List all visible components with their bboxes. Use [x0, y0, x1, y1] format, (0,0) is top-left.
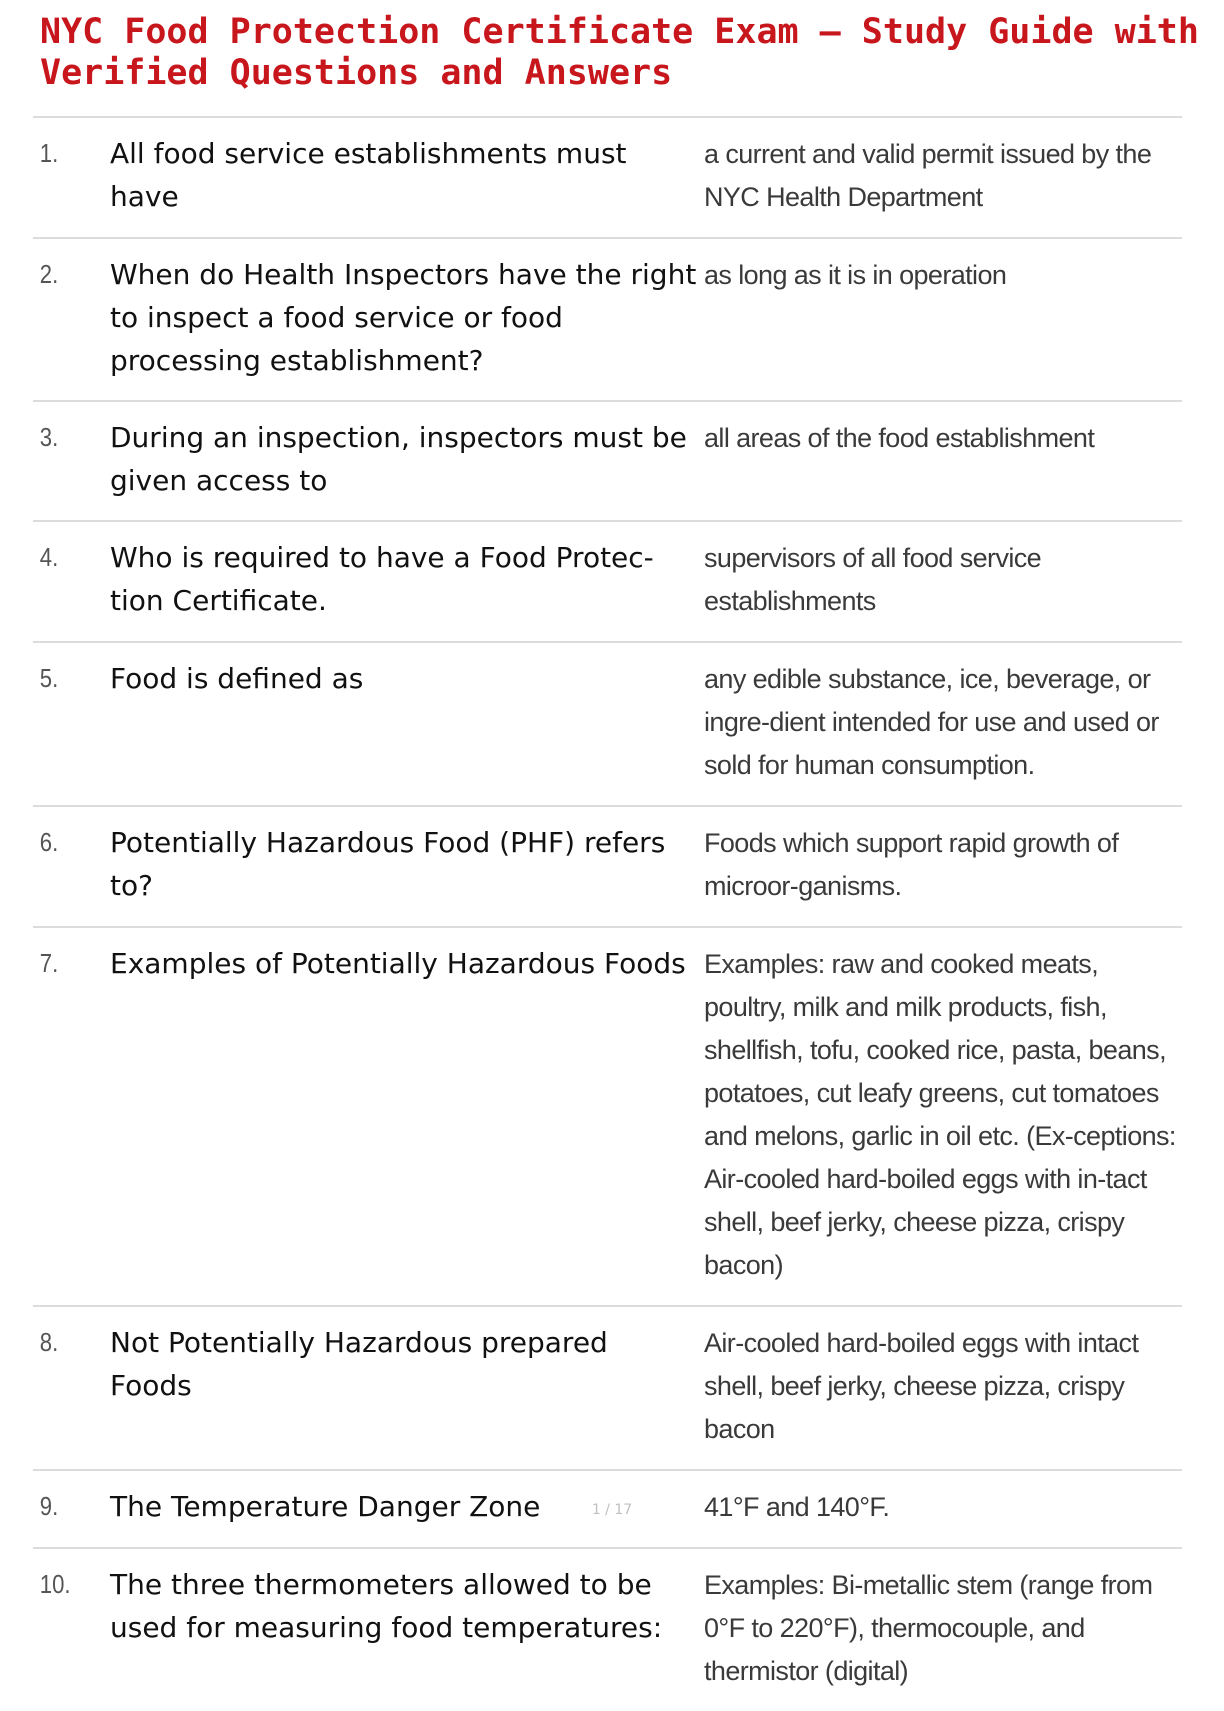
answer-text: supervisors of all food service establishments — [704, 543, 1042, 616]
question-text: The three thermometers allowed to be used for measuring food temperatures: — [110, 1568, 663, 1644]
answer-text: any edible substance, ice, beverage, or ingre-dient intended for use and used or sold for human consumption. — [704, 664, 1159, 780]
qa-row — [33, 118, 1182, 239]
question-number: 2. — [39, 259, 59, 289]
qa-row — [33, 928, 1182, 1307]
question-text: Examples of Potentially Hazardous Foods — [110, 947, 686, 980]
question-text: All food service establishments must have — [110, 137, 627, 213]
question-text: Who is required to have a Food Protec-tion Certificate. — [110, 541, 654, 617]
question-text: Food is defined as — [110, 662, 364, 695]
question-text: The Temperature Danger Zone — [110, 1490, 541, 1523]
question-number: 6. — [39, 827, 59, 857]
qa-row — [33, 643, 1182, 807]
question-text: During an inspection, inspectors must be given access to — [110, 421, 687, 497]
question-number: 3. — [39, 422, 59, 452]
question-text: Not Potentially Hazardous prepared Foods — [110, 1326, 608, 1402]
answer-text: a current and valid permit issued by the NYC Health Department — [704, 139, 1152, 212]
answer-text: as long as it is in operation — [704, 260, 1007, 290]
qa-row — [33, 1549, 1182, 1711]
question-number: 8. — [39, 1327, 59, 1357]
question-number: 1. — [39, 138, 59, 168]
question-text: Potentially Hazardous Food (PHF) refers to? — [110, 826, 666, 902]
question-number: 5. — [39, 663, 59, 693]
qa-row — [33, 522, 1182, 643]
page-indicator: 1 / 17 — [591, 1502, 633, 1518]
question-number: 4. — [39, 542, 59, 572]
answer-text: Examples: raw and cooked meats, poultry, milk and milk products, fish, shellfish, tofu, cooked rice, pasta, beans, potatoes, cut leafy greens, cut tomatoes and melons, garlic in oil etc. (Ex-ceptions: Air-cooled hard-boiled eggs with in-tact shell, beef jerky, cheese pizza, crispy bacon) — [704, 949, 1176, 1280]
question-number: 7. — [39, 948, 59, 978]
answer-text: 41°F and 140°F. — [704, 1492, 890, 1522]
answer-text: Air-cooled hard-boiled eggs with intact shell, beef jerky, cheese pizza, crispy bacon — [704, 1328, 1139, 1444]
question-text: When do Health Inspectors have the right to inspect a food service or food processing establishment? — [110, 258, 697, 377]
answer-text: all areas of the food establishment — [704, 423, 1095, 453]
qa-row — [33, 402, 1182, 522]
question-number: 10. — [39, 1569, 71, 1599]
qa-row — [33, 239, 1182, 402]
document-title: NYC Food Protection Certificate Exam – Study Guide with Verified Questions and Answers — [40, 12, 1199, 93]
qa-row — [33, 807, 1182, 928]
answer-text: Foods which support rapid growth of microor-ganisms. — [704, 828, 1119, 901]
question-number: 9. — [39, 1491, 59, 1521]
answer-text: Examples: Bi-metallic stem (range from 0°F to 220°F), thermocouple, and thermistor (digital) — [704, 1570, 1153, 1686]
qa-row — [33, 1307, 1182, 1471]
qa-list — [33, 116, 1182, 1711]
